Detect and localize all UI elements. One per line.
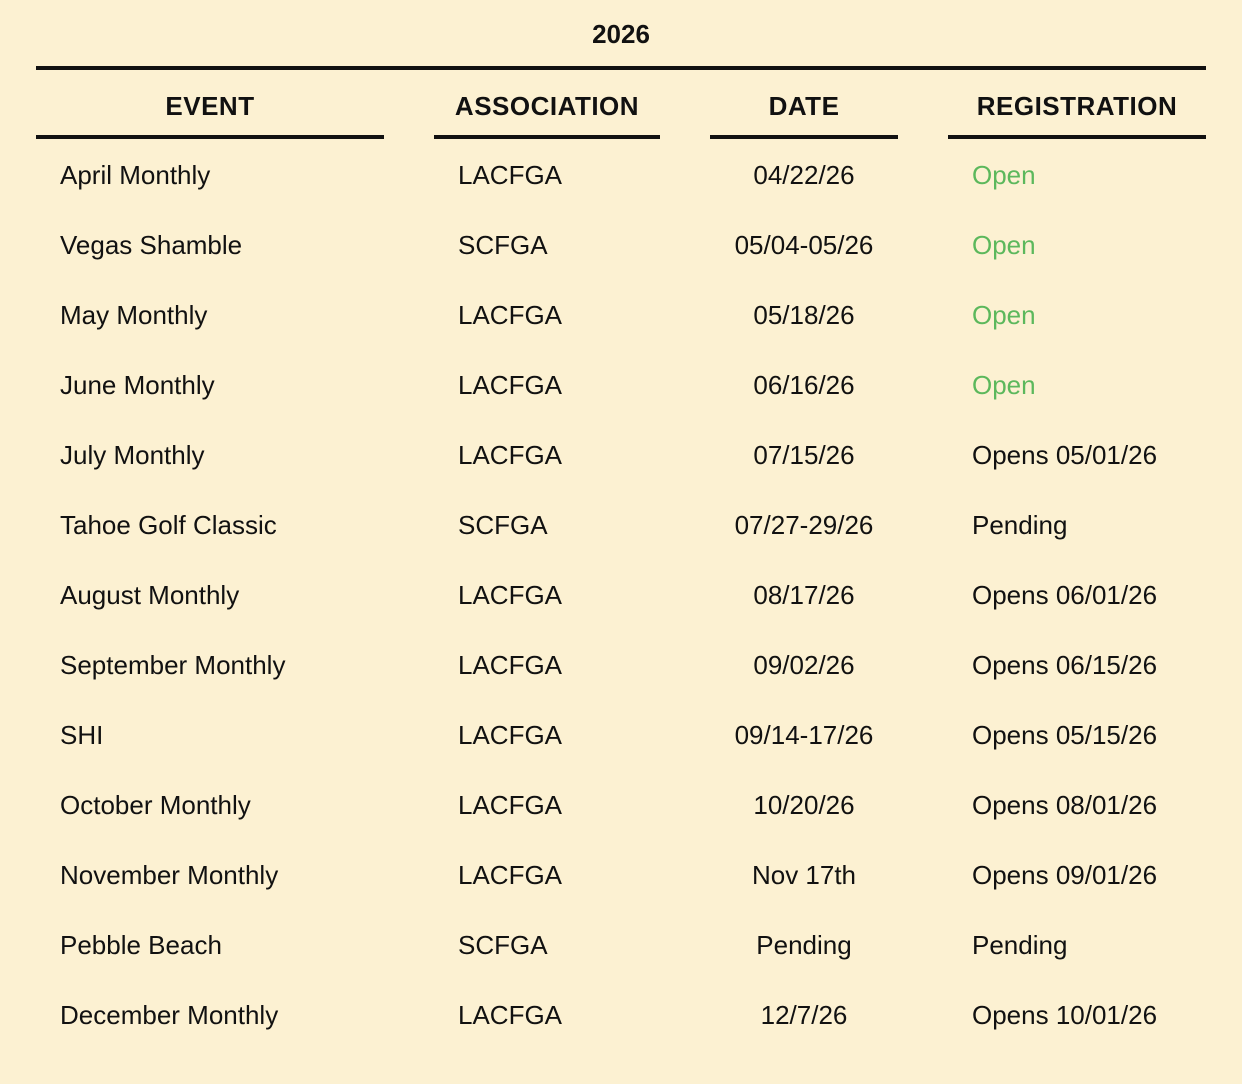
event-cell: June Monthly [60, 370, 215, 400]
association-cell: LACFGA [458, 720, 563, 750]
event-table-body [0, 140, 1242, 1050]
table-row [0, 840, 1242, 910]
association-cell: SCFGA [458, 510, 548, 540]
association-cell: LACFGA [458, 790, 563, 820]
registration-header-underline [948, 135, 1206, 139]
table-row [0, 210, 1242, 280]
association-header-underline [434, 135, 660, 139]
association-cell: LACFGA [458, 370, 563, 400]
event-cell: September Monthly [60, 650, 286, 680]
table-row [0, 770, 1242, 840]
event-cell: August Monthly [60, 580, 240, 610]
registration-cell: Open [972, 230, 1036, 260]
date-cell: 07/15/26 [753, 440, 855, 470]
association-cell: LACFGA [458, 300, 563, 330]
event-cell: April Monthly [60, 160, 211, 190]
registration-cell: Opens 08/01/26 [972, 790, 1158, 820]
table-row [0, 420, 1242, 490]
association-cell: SCFGA [458, 930, 548, 960]
registration-cell: Opens 06/15/26 [972, 650, 1158, 680]
table-row [0, 630, 1242, 700]
table-row [0, 560, 1242, 630]
date-cell: 04/22/26 [753, 160, 855, 190]
table-row [0, 980, 1242, 1050]
column-header-event: EVENT [165, 91, 255, 121]
date-cell: 09/02/26 [753, 650, 855, 680]
date-cell: 05/04-05/26 [734, 230, 874, 260]
association-cell: SCFGA [458, 230, 548, 260]
association-cell: LACFGA [458, 860, 563, 890]
association-cell: LACFGA [458, 650, 563, 680]
date-cell: 10/20/26 [753, 790, 855, 820]
event-cell: Tahoe Golf Classic [60, 510, 277, 540]
table-row [0, 350, 1242, 420]
registration-cell: Opens 05/15/26 [972, 720, 1158, 750]
date-cell: 07/27-29/26 [734, 510, 874, 540]
date-cell: 08/17/26 [753, 580, 855, 610]
date-cell: 09/14-17/26 [734, 720, 874, 750]
event-cell: Vegas Shamble [60, 230, 243, 260]
association-cell: LACFGA [458, 1000, 563, 1030]
table-row [0, 280, 1242, 350]
event-cell: December Monthly [60, 1000, 279, 1030]
date-cell: 12/7/26 [760, 1000, 848, 1030]
date-cell: Pending [756, 930, 852, 960]
date-cell: 05/18/26 [753, 300, 855, 330]
event-cell: May Monthly [60, 300, 208, 330]
year-title: 2026 [592, 19, 650, 49]
registration-cell: Open [972, 160, 1036, 190]
event-header-underline [36, 135, 384, 139]
association-cell: LACFGA [458, 440, 563, 470]
table-row [0, 490, 1242, 560]
registration-cell: Pending [972, 930, 1068, 960]
registration-cell: Pending [972, 510, 1068, 540]
date-cell: Nov 17th [751, 860, 857, 890]
date-cell: 06/16/26 [753, 370, 855, 400]
event-cell: October Monthly [60, 790, 251, 820]
date-header-underline [710, 135, 898, 139]
registration-cell: Open [972, 300, 1036, 330]
column-header-association: ASSOCIATION [454, 91, 640, 121]
registration-cell: Opens 06/01/26 [972, 580, 1158, 610]
table-row [0, 140, 1242, 210]
event-cell: Pebble Beach [60, 930, 222, 960]
registration-cell: Opens 10/01/26 [972, 1000, 1158, 1030]
event-cell: July Monthly [60, 440, 205, 470]
event-cell: SHI [60, 720, 104, 750]
column-header-registration: REGISTRATION [976, 91, 1178, 121]
registration-cell: Opens 05/01/26 [972, 440, 1158, 470]
event-cell: November Monthly [60, 860, 279, 890]
association-cell: LACFGA [458, 580, 563, 610]
table-row [0, 910, 1242, 980]
registration-cell: Opens 09/01/26 [972, 860, 1158, 890]
association-cell: LACFGA [458, 160, 563, 190]
table-row [0, 700, 1242, 770]
registration-cell: Open [972, 370, 1036, 400]
column-header-date: DATE [768, 91, 840, 121]
top-divider [36, 66, 1206, 70]
